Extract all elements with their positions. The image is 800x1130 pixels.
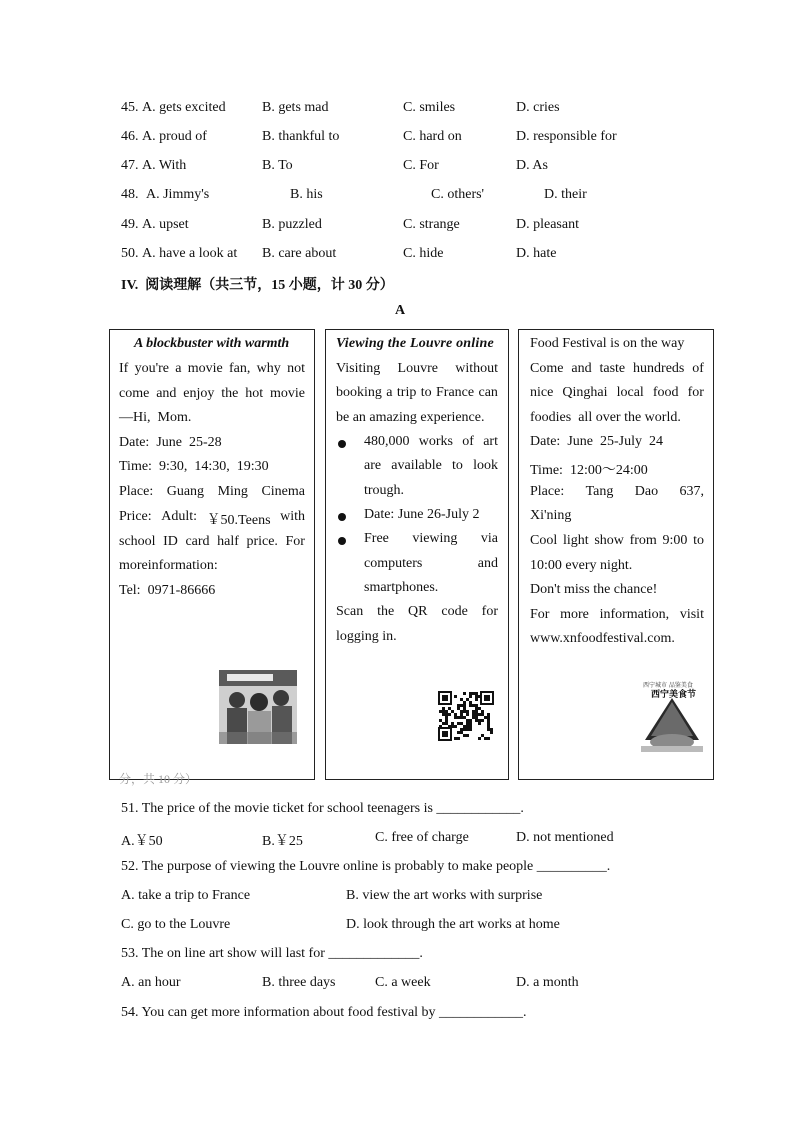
qr-code-icon[interactable] xyxy=(437,690,495,742)
option-row xyxy=(0,100,800,120)
word: with xyxy=(280,509,305,524)
ad-line xyxy=(119,410,305,426)
food-ad-box xyxy=(518,329,714,780)
word: you're xyxy=(134,361,169,376)
word: Tel: 0971-86666 xyxy=(119,583,216,598)
word: For xyxy=(530,607,550,622)
q52-option[interactable]: B. view the art works with surprise xyxy=(346,888,543,903)
word: Guang xyxy=(166,484,205,499)
word: Visiting xyxy=(336,361,381,376)
word: trough. xyxy=(364,483,405,498)
section-title: 阅读理解（共三节，15 小题，计 30 分） xyxy=(145,278,394,293)
word: Cinema xyxy=(261,484,305,499)
word: works xyxy=(418,434,453,449)
question-number: 45. xyxy=(121,100,139,115)
word: can xyxy=(478,385,498,400)
option-b[interactable]: B. his xyxy=(290,187,323,202)
hidden-text-fragment: 分，共 10 分） xyxy=(119,772,198,786)
ad-line xyxy=(119,361,305,377)
word: 637, xyxy=(679,484,704,499)
word: a xyxy=(175,361,182,376)
movie-ad-title: A blockbuster with warmth xyxy=(134,336,290,351)
word: ID xyxy=(163,534,178,549)
ad-line xyxy=(530,533,704,549)
question-number: 47. xyxy=(121,158,139,173)
word: Tang xyxy=(585,484,614,499)
ad-line xyxy=(364,531,498,547)
word: information: xyxy=(147,558,218,573)
word: to xyxy=(693,533,704,548)
food-poster-caption: 西宁美食节 xyxy=(651,690,697,700)
option-c[interactable]: C. smiles xyxy=(403,100,456,115)
ad-line xyxy=(364,434,498,450)
food-festival-poster-image xyxy=(637,680,707,756)
question-number: 50. xyxy=(121,246,139,261)
question-54: 54. You can get more information about food festival by ____________. xyxy=(121,1005,527,1020)
q53-option[interactable]: B. three days xyxy=(262,975,336,990)
section-number: IV. xyxy=(121,278,139,293)
ad-line xyxy=(364,580,498,596)
ad-line xyxy=(364,458,498,474)
ad-line xyxy=(119,459,305,475)
ad-line xyxy=(336,361,498,377)
option-a[interactable]: A. have a look at xyxy=(142,246,238,261)
ad-line xyxy=(119,435,305,451)
ad-line xyxy=(119,484,305,500)
word: to xyxy=(452,458,463,473)
word: come xyxy=(119,386,150,401)
word: ￥50.Teens xyxy=(206,513,271,528)
word: the xyxy=(221,386,239,401)
word: Place: xyxy=(119,484,154,499)
word: information, xyxy=(599,607,670,622)
ad-line xyxy=(119,583,305,599)
word: booking xyxy=(336,385,382,400)
ad-line xyxy=(530,434,704,450)
ad-line xyxy=(336,604,498,620)
word: Date: June 25-July 24 xyxy=(530,434,663,449)
word: hot xyxy=(245,386,264,401)
word: are xyxy=(364,458,382,473)
word: and xyxy=(477,556,498,571)
ad-line xyxy=(364,483,498,499)
word: not xyxy=(287,361,305,376)
word: available xyxy=(391,458,442,473)
option-b[interactable]: B. thankful to xyxy=(262,129,340,144)
ad-line xyxy=(336,629,498,645)
word: viewing xyxy=(412,531,458,546)
ad-line xyxy=(530,484,704,500)
word: via xyxy=(480,531,498,546)
q53-option[interactable]: D. a month xyxy=(516,975,579,990)
word: of xyxy=(462,434,474,449)
word: movie xyxy=(187,361,223,376)
word: foodies all over the world. xyxy=(530,410,681,425)
word: Time: 12:00～24:00 xyxy=(530,463,648,478)
word: card xyxy=(185,534,210,549)
ad-line xyxy=(364,556,498,572)
option-c[interactable]: C. others' xyxy=(431,187,485,202)
word: —Hi, Mom. xyxy=(119,410,192,425)
option-b[interactable]: B. gets mad xyxy=(262,100,329,115)
ad-line xyxy=(119,386,305,402)
question-number: 48. xyxy=(121,187,139,202)
ad-line xyxy=(530,385,704,401)
word: www.xnfoodfestival.com. xyxy=(530,631,675,646)
q52-option[interactable]: C. go to the Louvre xyxy=(121,917,231,932)
louvre-ad-box xyxy=(325,329,509,780)
option-a[interactable]: A. Jimmy's xyxy=(146,187,210,202)
option-c[interactable]: C. hard on xyxy=(403,129,462,144)
word: more xyxy=(560,607,589,622)
passage-label: A xyxy=(395,303,406,318)
q53-option[interactable]: C. a week xyxy=(375,975,431,990)
ad-line xyxy=(119,509,305,529)
word: of xyxy=(692,361,704,376)
option-a[interactable]: A. gets excited xyxy=(142,100,226,115)
word: light xyxy=(562,533,589,548)
word: Qinghai xyxy=(562,385,608,400)
word: Louvre xyxy=(397,361,438,376)
ad-line xyxy=(119,558,305,574)
word: fan, xyxy=(229,361,251,376)
word: taste xyxy=(599,361,626,376)
word: more xyxy=(119,558,148,573)
option-a[interactable]: A. proud of xyxy=(142,129,207,144)
word: Price: xyxy=(119,509,152,524)
option-a[interactable]: A. With xyxy=(142,158,187,173)
bullet-icon xyxy=(338,440,346,448)
word: nice xyxy=(530,385,554,400)
word: Come xyxy=(530,361,564,376)
movie-poster-image xyxy=(219,670,297,744)
option-c[interactable]: C. hide xyxy=(403,246,444,261)
word: Date: June 25-28 xyxy=(119,435,222,450)
word: movie xyxy=(269,386,305,401)
ad-line xyxy=(530,410,704,426)
option-c[interactable]: C. For xyxy=(403,158,439,173)
section-heading xyxy=(121,274,394,294)
ad-line xyxy=(530,607,704,623)
option-row xyxy=(0,217,800,237)
ad-line xyxy=(119,534,305,550)
ad-line xyxy=(364,507,498,523)
word: smartphones. xyxy=(364,580,439,595)
word: Scan xyxy=(336,604,364,619)
louvre-ad-title: Viewing the Louvre online xyxy=(336,336,494,351)
word: from xyxy=(629,533,657,548)
question-51: 51. The price of the movie ticket for school teenagers is ____________. xyxy=(121,801,524,816)
word: price. xyxy=(246,534,278,549)
word: be an amazing experience. xyxy=(336,410,485,425)
option-row xyxy=(0,246,800,266)
word: Place: xyxy=(530,484,565,499)
option-d[interactable]: D. their xyxy=(544,187,587,202)
question-53: 53. The on line art show will last for _____________. xyxy=(121,946,423,961)
option-d[interactable]: D. pleasant xyxy=(516,217,579,232)
ad-line xyxy=(530,558,704,574)
word: Ming xyxy=(217,484,248,499)
word: logging in. xyxy=(336,629,397,644)
question-number: 46. xyxy=(121,129,139,144)
q51-option[interactable]: A.￥50 xyxy=(121,834,163,849)
word: 10:00 every night. xyxy=(530,558,633,573)
option-row xyxy=(0,129,800,149)
word: If xyxy=(119,361,129,376)
ad-line xyxy=(336,410,498,426)
option-d[interactable]: D. As xyxy=(516,158,548,173)
word: Dao xyxy=(634,484,659,499)
movie-ad-box xyxy=(109,329,315,780)
q52-option[interactable]: D. look through the art works at home xyxy=(346,917,560,932)
word: Don't miss the chance! xyxy=(530,582,658,597)
option-a[interactable]: A. upset xyxy=(142,217,189,232)
option-c[interactable]: C. strange xyxy=(403,217,460,232)
question-52: 52. The purpose of viewing the Louvre online is probably to make people __________. xyxy=(121,859,611,874)
word: 9:00 xyxy=(662,533,688,548)
word: Cool xyxy=(530,533,558,548)
word: to xyxy=(420,385,432,400)
ad-line xyxy=(530,582,704,598)
word: For xyxy=(285,534,305,549)
food-ad-title: Food Festival is on the way xyxy=(530,336,685,351)
bullet-icon xyxy=(338,537,346,545)
option-b[interactable]: B. care about xyxy=(262,246,337,261)
word: trip xyxy=(396,385,417,400)
word: school xyxy=(119,534,156,549)
word: food xyxy=(652,385,679,400)
word: Adult: xyxy=(161,509,197,524)
word: and xyxy=(571,361,592,376)
q51-option[interactable]: D. not mentioned xyxy=(516,830,614,845)
bullet-icon xyxy=(338,513,346,521)
word: why xyxy=(256,361,281,376)
option-row xyxy=(0,158,800,178)
word: Time: 9:30, 14:30, 19:30 xyxy=(119,459,269,474)
word: the xyxy=(377,604,395,619)
q51-option[interactable]: C. free of charge xyxy=(375,830,469,845)
option-d[interactable]: D. hate xyxy=(516,246,557,261)
word: for xyxy=(481,604,498,619)
word: QR xyxy=(408,604,428,619)
q53-option[interactable]: A. an hour xyxy=(121,975,181,990)
word: enjoy xyxy=(183,386,215,401)
word: for xyxy=(687,385,704,400)
word: 480,000 xyxy=(364,434,410,449)
word: local xyxy=(616,385,644,400)
option-d[interactable]: D. responsible for xyxy=(516,129,617,144)
ad-line xyxy=(530,361,704,377)
word: show xyxy=(594,533,624,548)
ad-line xyxy=(530,631,704,647)
option-d[interactable]: D. cries xyxy=(516,100,560,115)
word: computers xyxy=(364,556,423,571)
word: code xyxy=(441,604,468,619)
word: Date: June 26-July 2 xyxy=(364,507,480,522)
option-b[interactable]: B. To xyxy=(262,158,293,173)
word: hundreds xyxy=(633,361,685,376)
word: look xyxy=(473,458,498,473)
word: visit xyxy=(679,607,704,622)
q51-option[interactable]: B.￥25 xyxy=(262,834,303,849)
word: art xyxy=(483,434,498,449)
ad-line xyxy=(530,508,704,524)
word: half xyxy=(217,534,239,549)
food-poster-small-text: 西宁城市 品鉴美食 xyxy=(643,682,693,689)
option-b[interactable]: B. puzzled xyxy=(262,217,322,232)
word: Xi'ning xyxy=(530,508,572,523)
question-number: 49. xyxy=(121,217,139,232)
q52-option[interactable]: A. take a trip to France xyxy=(121,888,251,903)
word: France xyxy=(436,385,475,400)
ad-line xyxy=(336,385,498,401)
word: and xyxy=(156,386,177,401)
option-row xyxy=(0,187,800,207)
ad-line xyxy=(530,459,704,479)
word: a xyxy=(386,385,393,400)
word: without xyxy=(455,361,498,376)
word: Free xyxy=(364,531,389,546)
